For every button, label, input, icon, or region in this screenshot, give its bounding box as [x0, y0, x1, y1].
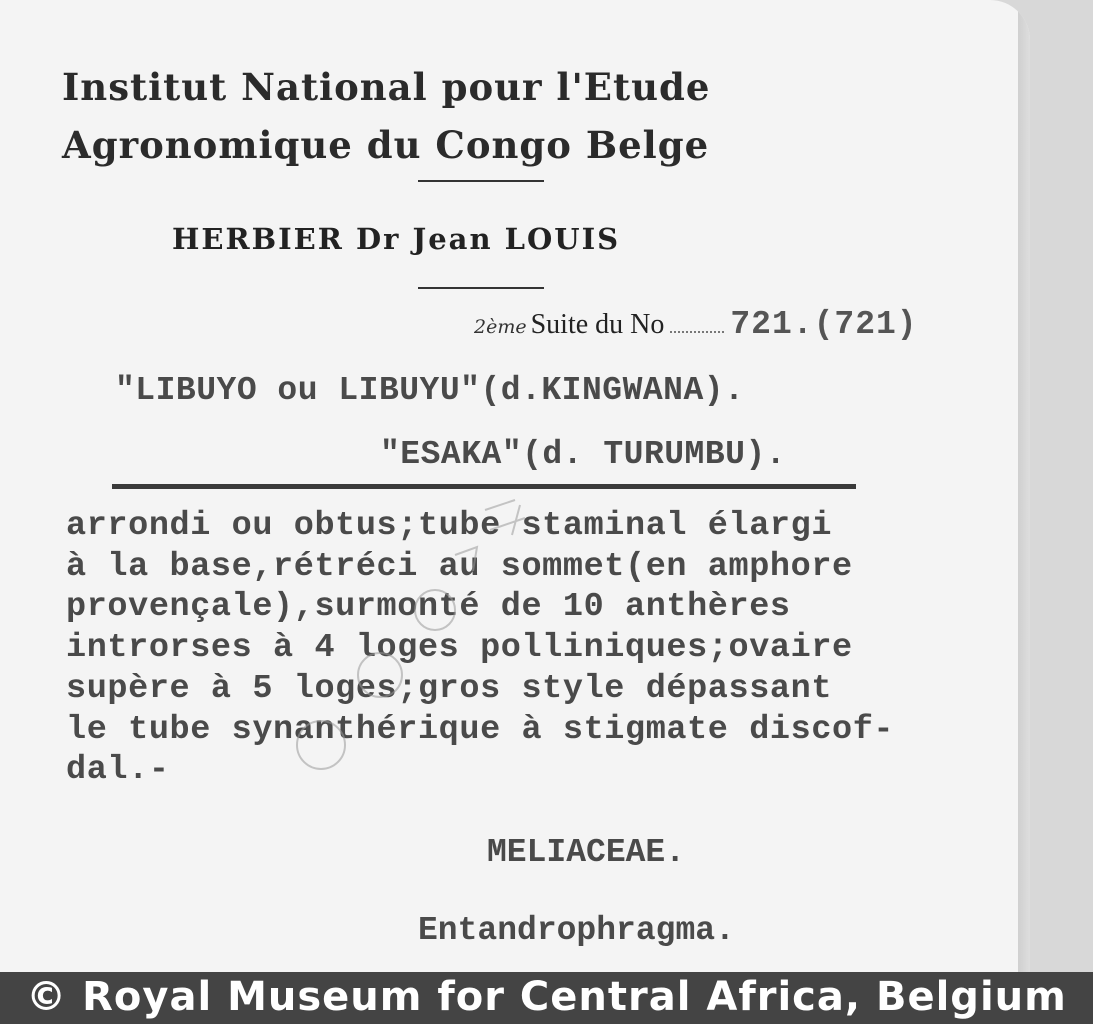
paper-edge-shadow [1018, 0, 1030, 972]
family-name: MELIACEAE. [487, 834, 686, 871]
description-line: dal.- [66, 751, 170, 790]
description-line: à la base,rétréci au sommet(en amphore [66, 547, 853, 586]
description-line: le tube synanthérique à stigmate discof- [66, 710, 895, 749]
institute-heading [62, 58, 942, 174]
description-line: arrondi ou obtus;tube staminal élargi [66, 507, 833, 545]
suite-label: Suite du No [530, 309, 665, 340]
suite-number-value: 721.(721) [730, 306, 918, 343]
copyright-banner: © Royal Museum for Central Africa, Belgium [0, 972, 1093, 1024]
suite-number-line [474, 306, 1019, 350]
divider-bottom [418, 287, 544, 289]
underline-rule [112, 484, 856, 489]
institute-line-2: Agronomique du Congo Belge [62, 123, 710, 167]
divider-top [418, 180, 544, 182]
description-line: supère à 5 loges;gros style dépassant [66, 669, 833, 708]
suite-prefix: 2ème [474, 316, 527, 338]
description-line: provençale),surmonté de 10 anthères [66, 588, 791, 627]
genus-name: Entandrophragma. [418, 912, 735, 949]
vernacular-name-2: "ESAKA"(d. TURUMBU). [380, 436, 787, 473]
institute-line-1: Institut National pour l'Etude [62, 65, 711, 109]
vernacular-name-1: "LIBUYO ou LIBUYU"(d.KINGWANA). [115, 372, 745, 409]
description-line: introrses à 4 loges polliniques;ovaire [66, 629, 853, 668]
dotted-fill-line [670, 331, 724, 333]
botanical-description [66, 506, 1026, 791]
herbarium-title: HERBIER Dr Jean LOUIS [172, 222, 621, 256]
